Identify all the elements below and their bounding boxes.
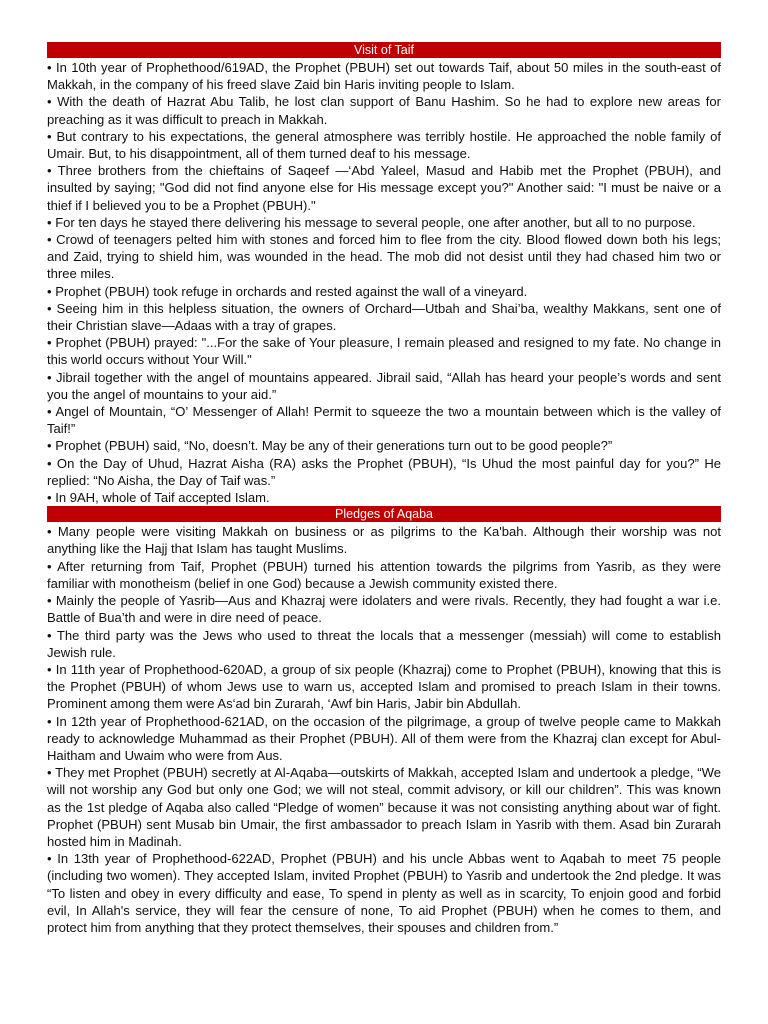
bullet-item: • In 12th year of Prophethood-621AD, on the occasion of the pilgrimage, a group of twelve people came to Makkah ready to acknowledge Muhammad as their Prophet (PBUH). All of them were from the Khazraj clan except for Abul-Haitham and Uwaim who were from Aus. [47,713,721,763]
section-visit-of-taif [47,42,721,506]
bullet-item: • They met Prophet (PBUH) secretly at Al-Aqaba—outskirts of Makkah, accepted Islam and undertook a pledge, “We will not worship any God but only one God; we will not steal, commit advisory, or kill our children”. This was known as the 1st pledge of Aqaba also called “Pledge of women” because it was not consisting anything about war of fight. Prophet (PBUH) sent Musab bin Umair, the first ambassador to preach Islam in Yasrib with them. Asad bin Zurarah hosted him in Madinah. [47,765,721,849]
section-title: Visit of Taif [47,42,721,58]
bullet-item: • In 11th year of Prophethood-620AD, a group of six people (Khazraj) come to Prophet (PBUH), knowing that this is the Prophet (PBUH) of whom Jews use to warn us, accepted Islam and promised to preach Islam in their towns. Prominent among them were As‘ad bin Zurarah, ‘Awf bin Haris, Jabir bin Abdullah. [47,661,721,712]
bullet-item: • Jibrail together with the angel of mountains appeared. Jibrail said, “Allah has heard your people’s words and sent you the angel of mountains to your aid.” [47,369,721,402]
bullet-list [47,59,721,506]
bullet-item: • Three brothers from the chieftains of Saqeef —‘Abd Yaleel, Masud and Habib met the Prophet (PBUH), and insulted by saying; "God did not find anyone else for His message except you?" Another said: "I must be naive or a thief if I believed you to be a Prophet (PBUH)." [47,163,721,213]
bullet-item: • Seeing him in this helpless situation, the owners of Orchard—Utbah and Shai’ba, wealthy Makkans, sent one of their Christian slave—Adaas with a tray of grapes. [47,300,721,334]
bullet-list [47,523,721,936]
bullet-item: • Prophet (PBUH) prayed: "...For the sake of Your pleasure, I remain pleased and resigned to my fate. No change in this world occurs without Your Will." [47,335,721,368]
bullet-item: • Crowd of teenagers pelted him with stones and forced him to flee from the city. Blood flowed down both his legs; and Zaid, trying to shield him, was wounded in the head. The mob did not desist until they had chased him two or three miles. [47,232,721,282]
bullet-item: • In 13th year of Prophethood-622AD, Prophet (PBUH) and his uncle Abbas went to Aqabah to meet 75 people (including two women). They accepted Islam, invited Prophet (PBUH) to Yasrib and undertook the 2nd pledge. It was “To listen and obey in every difficulty and ease, To spend in plenty as well as in scarcity, To enjoin good and forbid evil, In Allah's service, they will fear the censure of none, To aid Prophet (PBUH) when he comes to them, and protect him from anything that they protect themselves, their spouses and children from.” [47,851,721,935]
bullet-item: • Angel of Mountain, “O’ Messenger of Allah! Permit to squeeze the two a mountain between which is the valley of Taif!” [47,404,721,437]
bullet-item: • For ten days he stayed there delivering his message to several people, one after another, but all to no purpose. [47,214,696,230]
bullet-item: • In 10th year of Prophethood/619AD, the Prophet (PBUH) set out towards Taif, about 50 miles in the south-east of Makkah, in the company of his freed slave Zaid bin Haris inviting people to Islam. [47,60,721,93]
bullet-item: • Prophet (PBUH) said, “No, doesn’t. May be any of their generations turn out to be good people?” [47,438,613,454]
bullet-item: • Mainly the people of Yasrib—Aus and Khazraj were idolaters and were rivals. Recently, they had fought a war i.e. Battle of Bua’th and were in dire need of peace. [47,593,721,626]
section-title: Pledges of Aqaba [47,506,721,522]
bullet-item: • On the Day of Uhud, Hazrat Aisha (RA) asks the Prophet (PBUH), “Is Uhud the most painful day for you?” He replied: “No Aisha, the Day of Taif was.” [47,455,721,488]
bullet-item: • Many people were visiting Makkah on business or as pilgrims to the Ka'bah. Although their worship was not anything like the Hajj that Islam has taught Muslims. [47,524,721,557]
section-pledges-of-aqaba [47,506,721,936]
bullet-item: • With the death of Hazrat Abu Talib, he lost clan support of Banu Hashim. So he had to explore new areas for preaching as it was difficult to preach in Makkah. [47,94,721,127]
document-page [47,42,721,936]
bullet-item: • But contrary to his expectations, the general atmosphere was terribly hostile. He approached the noble family of Umair. But, to his disappointment, all of them turned deaf to his message. [47,128,721,162]
bullet-item: • In 9AH, whole of Taif accepted Islam. [47,490,270,506]
bullet-item: • Prophet (PBUH) took refuge in orchards and rested against the wall of a vineyard. [47,283,528,299]
bullet-item: • After returning from Taif, Prophet (PBUH) turned his attention towards the pilgrims from Yasrib, as they were familiar with monotheism (belief in one God) because a Jewish community existed there. [47,558,721,591]
bullet-item: • The third party was the Jews who used to threat the locals that a messenger (messiah) will come to establish Jewish rule. [47,627,721,660]
